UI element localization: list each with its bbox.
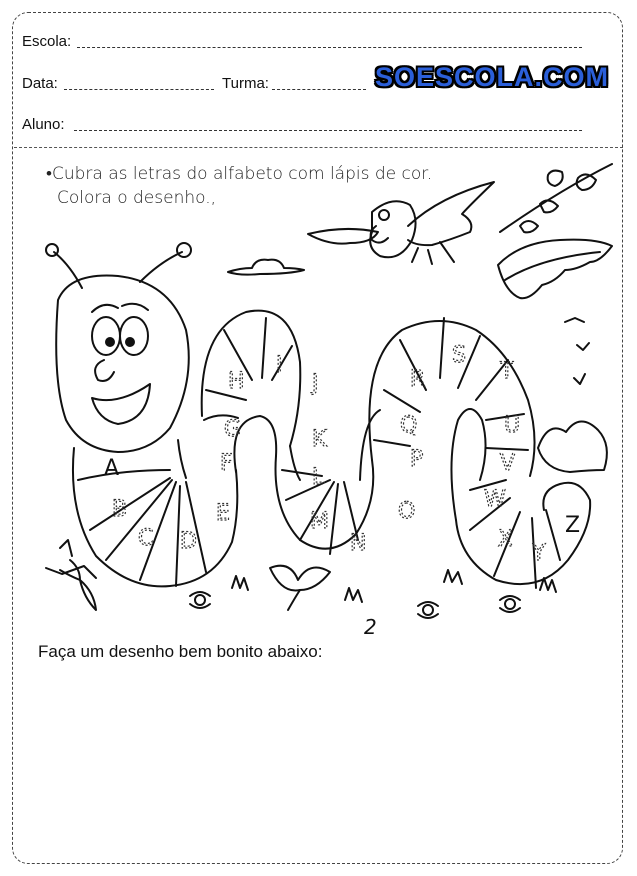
letter-f: F xyxy=(220,451,233,476)
date-label: Data: xyxy=(22,75,58,92)
letter-i: I xyxy=(276,353,283,378)
letter-q: Q xyxy=(400,413,418,438)
letter-h: H xyxy=(228,369,245,394)
bird-drawing xyxy=(308,182,494,264)
class-label: Turma: xyxy=(222,75,269,92)
letter-s: S xyxy=(452,343,466,368)
page-number: 2 xyxy=(364,615,377,639)
letter-c: C xyxy=(138,526,154,551)
letter-g: G xyxy=(224,417,242,442)
letter-k: K xyxy=(312,427,327,452)
letter-x: X xyxy=(498,527,514,552)
instruction-line-1: •Cubra as letras do alfabeto com lápis de cor. xyxy=(46,164,433,184)
letter-o: O xyxy=(398,499,416,524)
draw-prompt: Faça um desenho bem bonito abaixo: xyxy=(38,642,323,661)
letter-n: N xyxy=(350,531,367,556)
letter-b: B xyxy=(112,497,128,522)
school-label: Escola: xyxy=(22,33,72,50)
letter-w: W xyxy=(484,487,506,512)
letter-r: R xyxy=(410,367,426,392)
drawing-area[interactable] xyxy=(24,668,614,854)
alphabet-letters xyxy=(104,343,580,566)
letter-u: U xyxy=(504,413,521,438)
instruction-line-2: Colora o desenho., xyxy=(57,188,217,208)
letter-z: Z xyxy=(565,513,581,538)
letter-p: P xyxy=(410,447,424,472)
letter-v: V xyxy=(500,451,516,476)
letter-e: E xyxy=(216,501,230,526)
flowers xyxy=(60,560,520,618)
letter-l: L xyxy=(312,465,325,490)
letter-m: M xyxy=(310,509,329,534)
soescola-logo: SOESCOLA.COM xyxy=(375,62,610,92)
student-label: Aluno: xyxy=(22,116,65,133)
letter-y: Y xyxy=(532,541,546,566)
letter-j: J xyxy=(312,371,319,396)
cloud-drawing xyxy=(228,260,304,275)
letter-d: D xyxy=(180,529,197,554)
bullet: • xyxy=(46,164,52,184)
leaf-branch xyxy=(498,164,612,298)
letter-t: T xyxy=(500,359,514,384)
letter-a: A xyxy=(104,456,120,481)
